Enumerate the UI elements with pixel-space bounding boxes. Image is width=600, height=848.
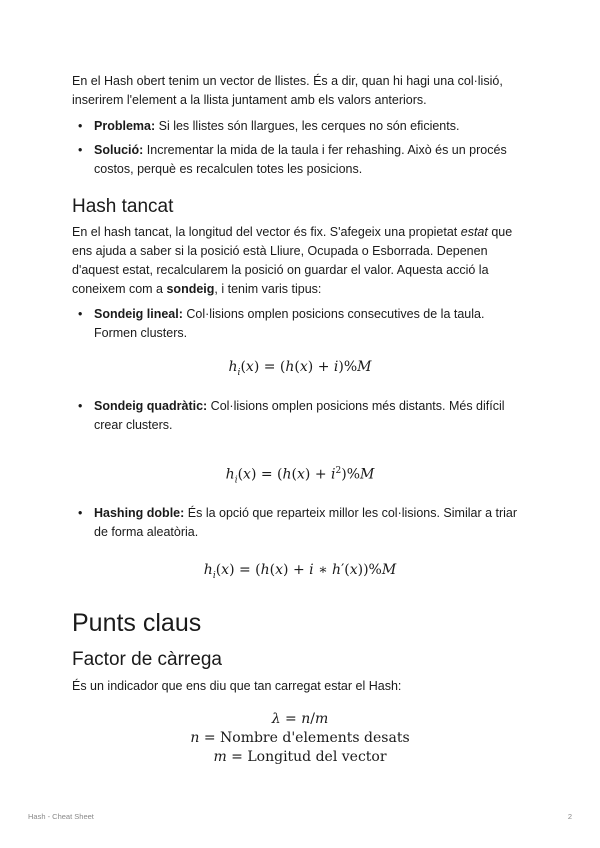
bullet-icon: • xyxy=(78,119,83,133)
heading-hash-tancat: Hash tancat xyxy=(72,196,174,217)
heading-factor-carrega: Factor de càrrega xyxy=(72,649,222,671)
footer-page-number: 2 xyxy=(567,812,572,821)
heading-punts-claus: Punts claus xyxy=(72,609,202,638)
n-definition: n = Nombre d'elements desats xyxy=(190,730,410,747)
formula-linear: $h_i(x) = (h(x) + i)\%M$ xyxy=(228,359,372,378)
m-definition: m = Longitud del vector xyxy=(213,749,387,766)
probe-list xyxy=(72,305,528,343)
bullet-icon: • xyxy=(78,143,83,157)
list-item: • Hashing doble: És la opció que reparteix millor les col·lisions. Similar a triar de forma aleatòria. xyxy=(78,506,518,540)
bullet-icon: • xyxy=(78,398,83,413)
list-item: • Sondeig lineal: Col·lisions omplen posicions consecutives de la taula. Formen clusters. xyxy=(78,307,485,340)
lambda-definition: λ = n/m xyxy=(271,711,329,728)
list-item: • Problema: Si les llistes són llargues, les cerques no són eficients. xyxy=(72,117,528,136)
page-content xyxy=(72,72,528,767)
bullet-icon: • xyxy=(78,506,83,521)
load-factor-text: És un indicador que ens diu que tan carregat estar el Hash: xyxy=(72,679,402,694)
list-item: • Solució: Incrementar la mida de la taula i fer rehashing. Això és un procés costos, perquè es recalculen totes les posicions. xyxy=(78,143,507,176)
intro-paragraph: En el Hash obert tenim un vector de llistes. És a dir, quan hi hagi una col·lisió, inserirem l'element a la llista juntament amb els valors anteriors. xyxy=(72,74,503,107)
formula-quadratic: $h_i(x) = (h(x) + i^2)\%M$ xyxy=(225,465,375,486)
footer-document-title: Hash - Cheat Sheet xyxy=(28,812,94,821)
closed-hash-paragraph: En el hash tancat, la longitud del vector és fix. S'afegeix una propietat estat que ens ajuda a saber si la posició està Lliure, Ocupada o Esborrada. Depenen d'aquest estat, recalcularem la posició on guardar el valor. Aquesta acció la coneixem com a sondeig, i tenim varis tipus: xyxy=(72,225,513,296)
bullet-icon: • xyxy=(78,307,83,321)
list-item: • Sondeig quadràtic: Col·lisions omplen posicions més distants. Més difícil crear clusters. xyxy=(78,398,505,432)
load-factor-formula xyxy=(72,710,528,767)
open-hash-list xyxy=(72,117,528,179)
formula-double-hashing: $h_i(x) = (h(x) + i$ ∗ h′(x))%M xyxy=(203,562,397,582)
